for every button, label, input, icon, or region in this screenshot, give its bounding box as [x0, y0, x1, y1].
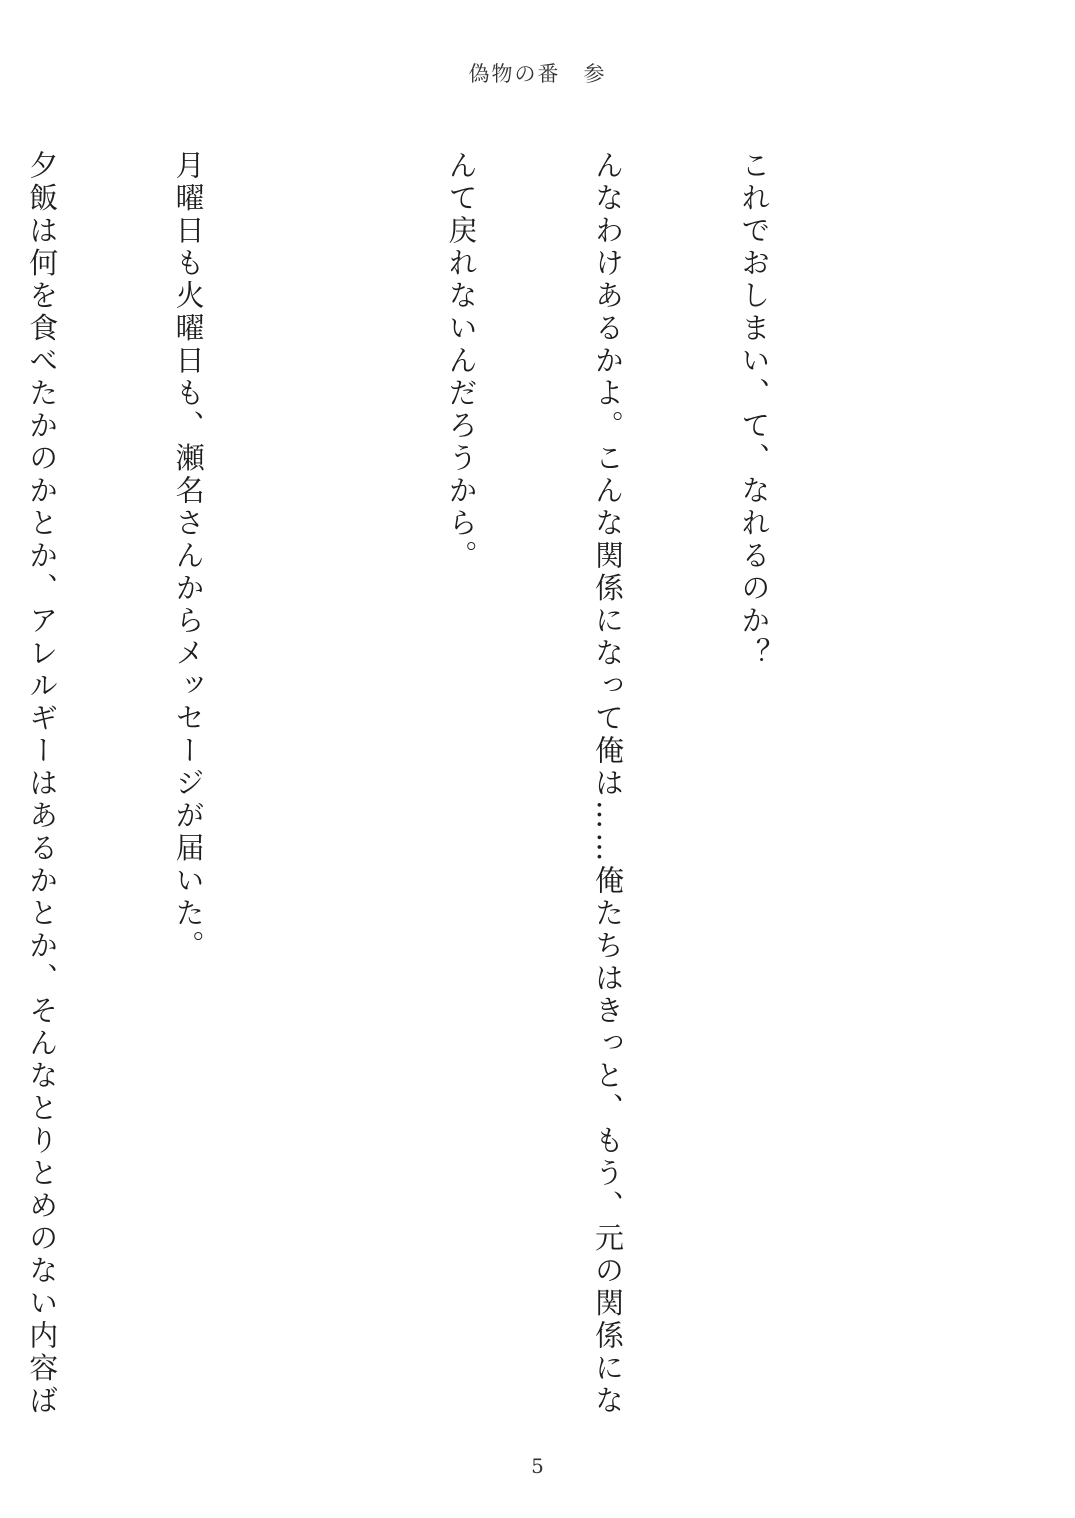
running-header: 偽物の番 参 [468, 62, 607, 86]
page-number: 5 [531, 1454, 544, 1478]
text-line: これでおしまい、て、なれるのか？ [737, 150, 772, 670]
vertical-body-text [0, 150, 905, 1418]
text-line: 月曜日も火曜日も、瀬名さんからメッセージが届いた。 [171, 150, 206, 963]
text-line: 夕飯は何を食べたかのかとか、アレルギーはあるかとか、そんなとりとめのない内容ば [25, 150, 60, 1418]
text-line: んて戻れないんだろうから。 [444, 150, 479, 573]
text-line: んなわけあるかよ。こんな関係になって俺は……俺たちはきっと、もう、元の関係にな [591, 150, 626, 1418]
